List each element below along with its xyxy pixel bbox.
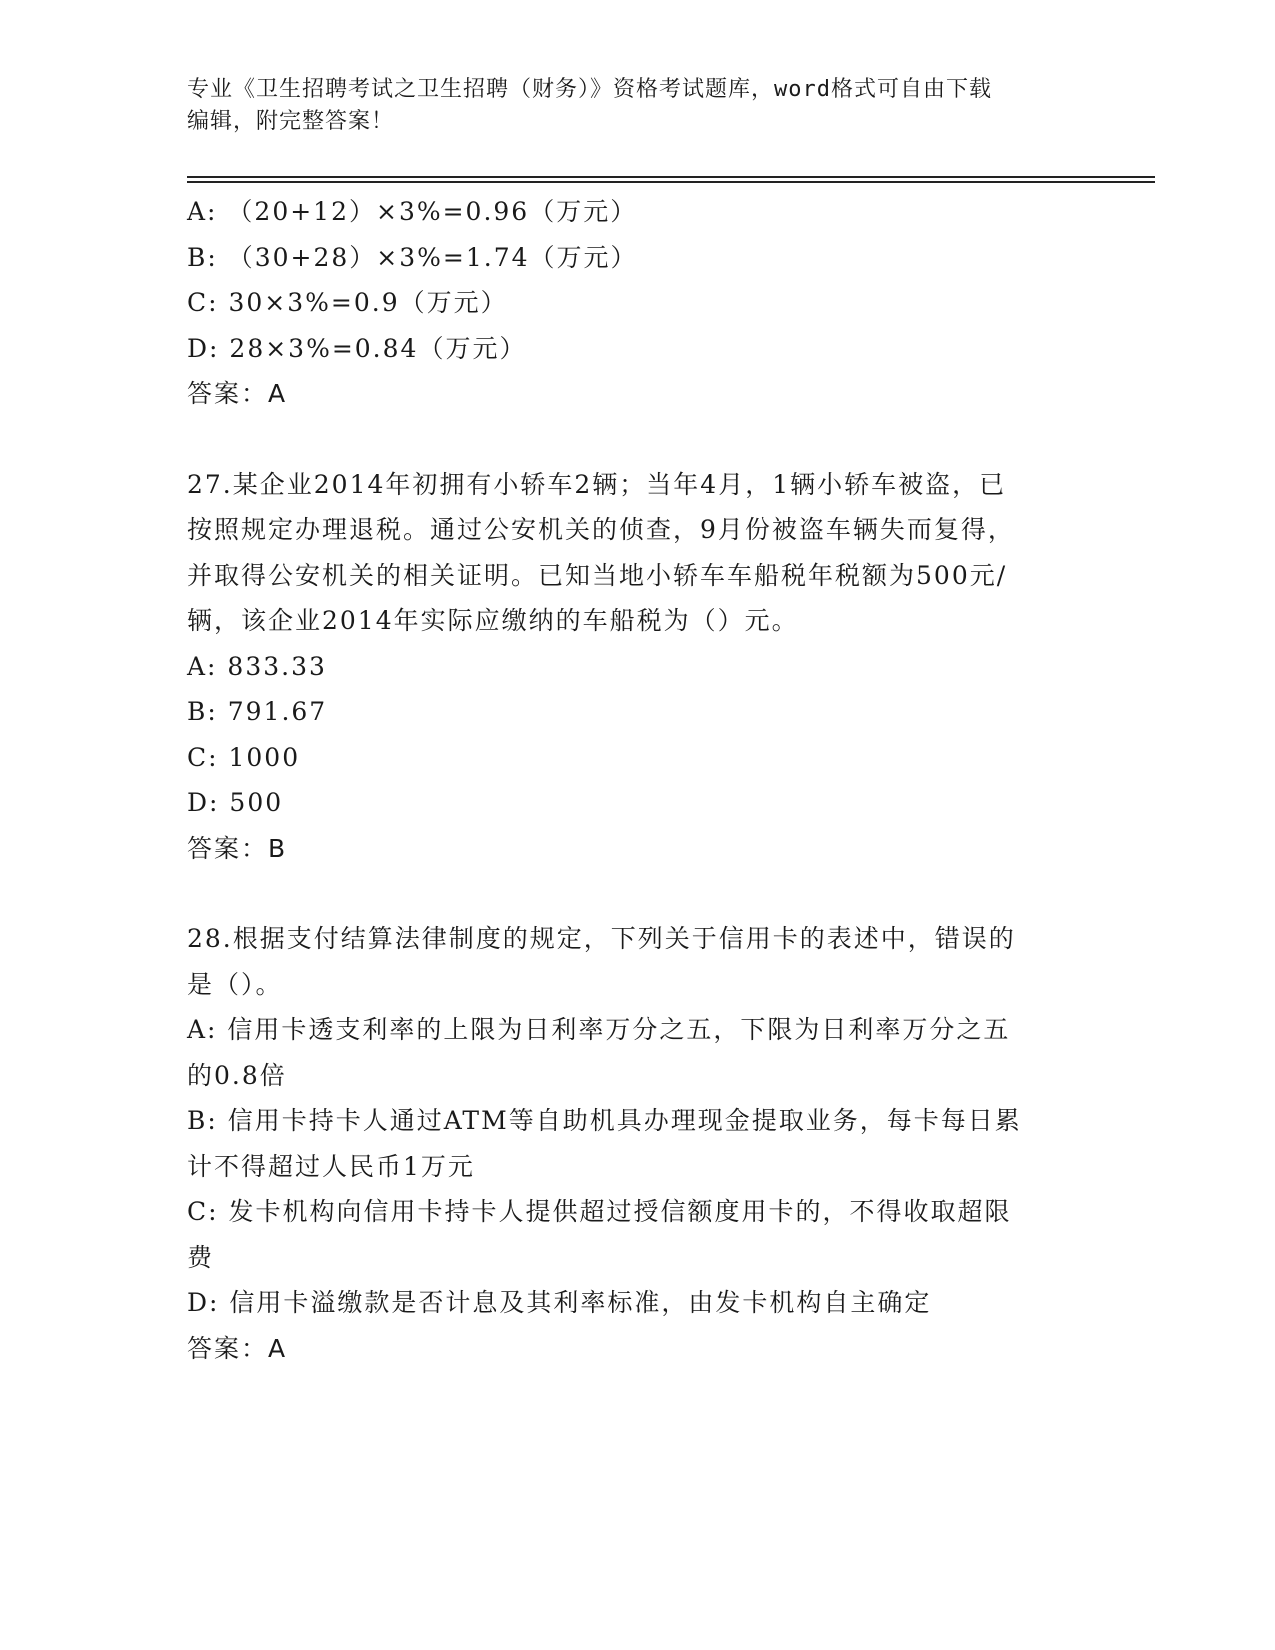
- question-stem-line: 按照规定办理退税。通过公安机关的侦查，9月份被盗车辆失而复得，: [187, 515, 1015, 544]
- question-26: [187, 189, 1087, 417]
- option-c-line: 费: [187, 1242, 215, 1272]
- option-d: D: 28×3%=0.84（万元）: [187, 333, 527, 363]
- option-b-line: 计不得超过人民币1万元: [187, 1151, 475, 1181]
- question-stem-line: 是（）。: [187, 969, 283, 999]
- question-stem-line: 27.某企业2014年初拥有小轿车2辆；当年4月，1辆小轿车被盗，已: [187, 469, 1007, 499]
- option-b: B: （30+28）×3%=1.74（万元）: [187, 242, 638, 272]
- header-rule-top: [187, 176, 1155, 178]
- option-a-line: A: 信用卡透支利率的上限为日利率万分之五，下限为日利率万分之五: [187, 1015, 1011, 1044]
- option-c-line: C: 发卡机构向信用卡持卡人提供超过授信额度用卡的，不得收取超限: [187, 1197, 1012, 1226]
- answer: 答案：A: [187, 1333, 288, 1363]
- option-d-line: D: 信用卡溢缴款是否计息及其利率标准，由发卡机构自主确定: [187, 1288, 932, 1317]
- spacer: [187, 871, 1087, 916]
- answer: 答案：B: [187, 833, 288, 863]
- question-28: [187, 916, 1087, 1371]
- header-line-1: 专业《卫生招聘考试之卫生招聘（财务）》资格考试题库，word格式可自由下载: [187, 77, 992, 102]
- option-a: A: （20+12）×3%=0.96（万元）: [187, 197, 638, 226]
- document-header: [187, 74, 1087, 138]
- question-27: [187, 462, 1087, 872]
- header-rule-bottom: [187, 181, 1155, 183]
- option-b: B: 791.67: [187, 697, 328, 726]
- option-c: C: 30×3%=0.9（万元）: [187, 288, 508, 317]
- question-stem-line: 辆，该企业2014年实际应缴纳的车船税为（）元。: [187, 606, 799, 635]
- option-a: A: 833.33: [187, 651, 327, 681]
- option-c: C: 1000: [187, 742, 301, 772]
- question-stem-line: 28.根据支付结算法律制度的规定，下列关于信用卡的表述中，错误的: [187, 924, 1016, 953]
- option-b-line: B: 信用卡持卡人通过ATM等自助机具办理现金提取业务，每卡每日累: [187, 1106, 1022, 1135]
- answer: 答案：A: [187, 379, 288, 408]
- question-stem-line: 并取得公安机关的相关证明。已知当地小轿车车船税年税额为500元/: [187, 560, 1008, 590]
- header-line-2: 编辑，附完整答案！: [187, 109, 395, 134]
- option-a-line: 的0.8倍: [187, 1060, 287, 1090]
- document-body: [187, 189, 1087, 1371]
- spacer: [187, 417, 1087, 462]
- option-d: D: 500: [187, 788, 284, 817]
